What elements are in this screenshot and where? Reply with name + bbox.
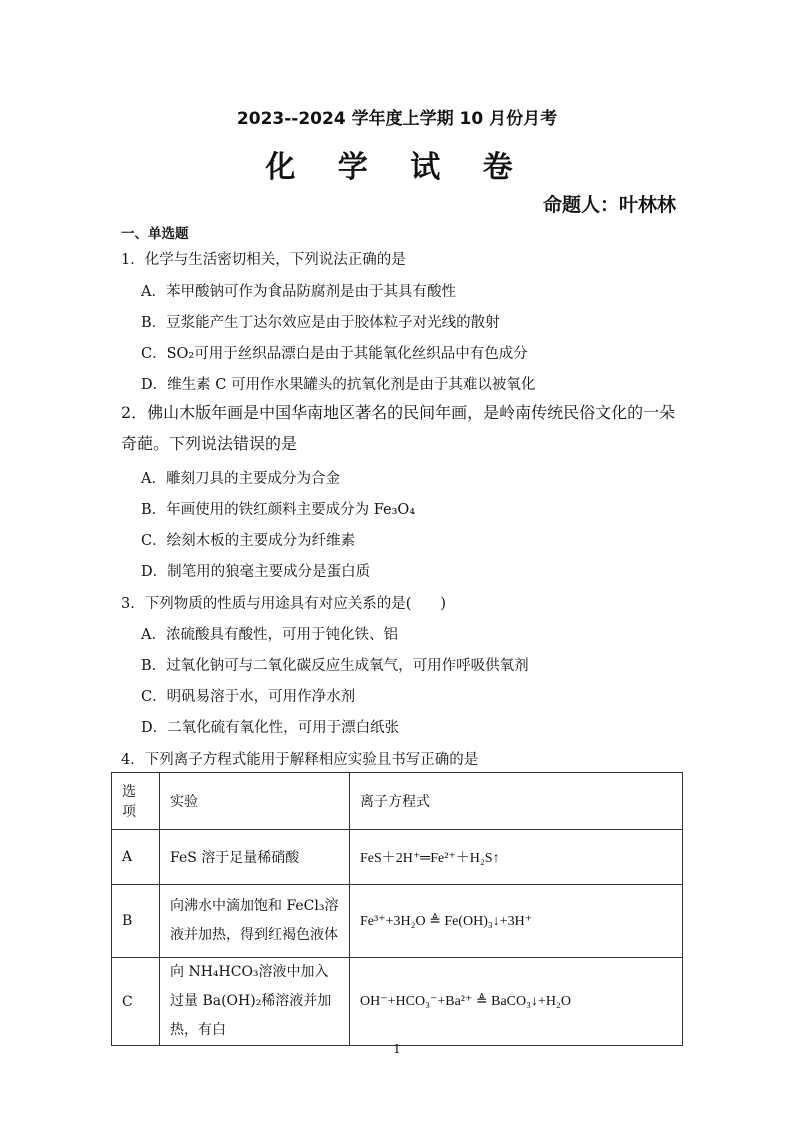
section-heading: 一、单选题 [121,226,189,242]
row-experiment: 向沸水中滴加饱和 FeCl₃溶液并加热，得到红褐色液体 [160,885,350,958]
question-3-option-d: D．二氧化硫有氧化性，可用于漂白纸张 [141,720,400,736]
question-3-stem: 3．下列物质的性质与用途具有对应关系的是( ) [121,596,447,612]
question-3-option-b: B．过氧化钠可与二氧化碳反应生成氧气，可用作呼吸供氧剂 [141,658,529,674]
question-3-option-c: C．明矾易溶于水，可用作净水剂 [141,689,356,705]
table-row [112,830,683,885]
header-option: 选项 [112,773,160,830]
question-2-stem: 2．佛山木版年画是中国华南地区著名的民间年画，是岭南传统民俗文化的一朵奇葩。下列说法错误的是 [121,403,676,453]
row-experiment: 向 NH₄HCO₃溶液中加入过量 Ba(OH)₂稀溶液并加热，有白 [160,958,350,1046]
question-4-stem: 4．下列离子方程式能用于解释相应实验且书写正确的是 [121,752,479,768]
question-2-option-d: D．制笔用的狼毫主要成分是蛋白质 [141,564,371,580]
question-1-option-a: A．苯甲酸钠可作为食品防腐剂是由于其具有酸性 [141,284,456,300]
question-1-option-b: B．豆浆能产生丁达尔效应是由于胶体粒子对光线的散射 [141,315,500,331]
header-equation: 离子方程式 [350,773,683,830]
table-row [112,885,683,958]
question-2-option-c: C．绘刻木板的主要成分为纤维素 [141,533,356,549]
question-1-option-c: C．SO₂可用于丝织品漂白是由于其能氧化丝织品中有色成分 [141,346,528,362]
header-experiment: 实验 [160,773,350,830]
exam-title: 2023--2024 学年度上学期 10 月份月考 [236,109,558,129]
table-row [112,958,683,1046]
row-equation: OH⁻+HCO₃⁻+Ba²⁺ ≜ BaCO₃↓+H₂O [350,958,683,1046]
question-3-option-a: A．浓硫酸具有酸性，可用于钝化铁、铝 [141,627,398,643]
question-2-option-a: A．雕刻刀具的主要成分为合金 [141,471,340,487]
table-header-row [112,773,683,830]
row-equation: FeS＋2H⁺═Fe²⁺＋H₂S↑ [350,830,683,885]
question-1-option-d: D．维生素 C 可用作水果罐头的抗氧化剂是由于其难以被氧化 [141,377,536,393]
page-number: 1 [393,1042,401,1056]
subject-title: 化 学 试 卷 [265,150,529,185]
row-option: A [112,830,160,885]
row-option: B [112,885,160,958]
author: 命题人：叶林林 [542,194,676,216]
equation-table [111,772,683,1046]
row-option: C [112,958,160,1046]
row-experiment: FeS 溶于足量稀硝酸 [160,830,350,885]
question-2-option-b: B．年画使用的铁红颜料主要成分为 Fe₃O₄ [141,502,416,518]
row-equation: Fe³⁺+3H₂O ≜ Fe(OH)₃↓+3H⁺ [350,885,683,958]
question-1-stem: 1．化学与生活密切相关，下列说法正确的是 [121,252,406,268]
